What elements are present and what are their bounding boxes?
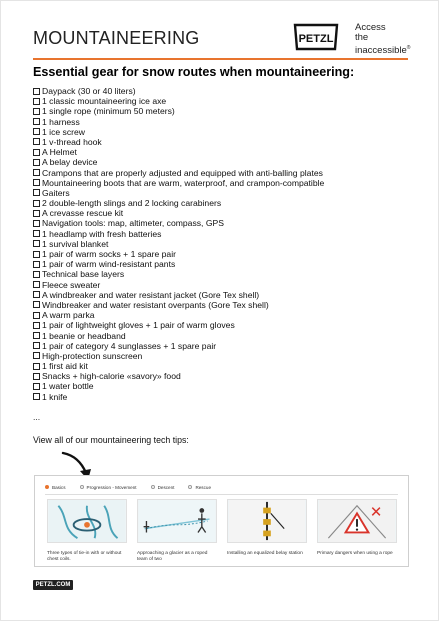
tips-tabs — [45, 482, 211, 492]
checklist-item-label: 1 harness — [42, 116, 80, 127]
checklist-item — [33, 229, 324, 239]
danger-warning-icon — [317, 499, 397, 543]
checkbox-icon[interactable] — [33, 332, 40, 339]
checkbox-icon[interactable] — [33, 383, 40, 390]
checklist-item-label: Mountaineering boots that are warm, waterproof, and crampon-compatible — [42, 177, 325, 188]
checkbox-icon[interactable] — [33, 118, 40, 125]
harness-tie-in-icon — [47, 499, 127, 543]
checkbox-icon[interactable] — [33, 169, 40, 176]
tagline-line — [355, 43, 410, 56]
tab-rescue[interactable] — [188, 485, 211, 490]
checklist-item-label: 2 double-length slings and 2 locking carabiners — [42, 198, 222, 209]
checklist-item — [33, 178, 324, 188]
checkbox-icon[interactable] — [33, 128, 40, 135]
tip-card[interactable] — [137, 499, 217, 563]
header-rule — [33, 58, 408, 60]
checklist-item-label: Daypack (30 or 40 liters) — [42, 86, 136, 96]
checkbox-icon[interactable] — [33, 240, 40, 247]
checklist-item-label: Gaiters — [42, 187, 70, 198]
tagline-line: the — [355, 32, 369, 43]
checklist-item-label: A belay device — [42, 157, 98, 168]
tip-card[interactable] — [317, 499, 397, 557]
checkbox-icon[interactable] — [33, 98, 40, 105]
checklist-item-label: A windbreaker and water resistant jacket (Gore Tex shell) — [42, 289, 260, 300]
checkbox-icon[interactable] — [33, 281, 40, 288]
checkbox-icon[interactable] — [33, 88, 40, 95]
checkbox-icon[interactable] — [33, 373, 40, 380]
checklist-item-label: Fleece sweater — [42, 279, 101, 290]
checkbox-icon[interactable] — [33, 210, 40, 217]
checklist-item-label: 1 v-thread hook — [42, 136, 102, 147]
checklist-item — [33, 351, 324, 361]
checklist-item — [33, 331, 324, 341]
tab-dot-icon — [188, 485, 192, 489]
tab-dot-icon — [151, 485, 155, 489]
checklist-item-label: 1 beanie or headband — [42, 330, 126, 341]
tip-caption: Installing an equalized belay station — [227, 551, 303, 556]
checklist-item — [33, 239, 324, 249]
checklist-item-label: 1 pair of category 4 sunglasses + 1 spare pair — [42, 340, 217, 351]
checklist-item — [33, 147, 324, 157]
checkbox-icon[interactable] — [33, 138, 40, 145]
checklist-item-label: Crampons that are properly adjusted and equipped with anti-balling plates — [42, 167, 323, 178]
checklist-item — [33, 341, 324, 351]
checkbox-icon[interactable] — [33, 363, 40, 370]
checklist-item — [33, 259, 324, 269]
checklist-item — [33, 218, 324, 228]
checkbox-icon[interactable] — [33, 220, 40, 227]
checklist-item-label: 1 pair of warm socks + 1 spare pair — [42, 249, 176, 259]
checkbox-icon[interactable] — [33, 179, 40, 186]
tip-caption: Primary dangers when using a rope — [317, 551, 393, 556]
tech-tips-preview[interactable] — [34, 475, 409, 567]
tab-basics[interactable] — [45, 485, 66, 490]
checklist-item — [33, 290, 324, 300]
section-heading: Essential gear for snow routes when mountaineering: — [33, 65, 355, 79]
checklist-item-label: 1 headlamp with fresh batteries — [42, 228, 162, 239]
checklist-item-label: 1 knife — [42, 391, 68, 402]
belay-station-icon — [227, 499, 307, 543]
checklist-item — [33, 392, 324, 402]
tech-tips-link[interactable]: View all of our mountaineering tech tips: — [33, 435, 189, 445]
petzl-logo[interactable] — [291, 23, 341, 51]
checkbox-icon[interactable] — [33, 271, 40, 278]
checkbox-icon[interactable] — [33, 200, 40, 207]
tip-card[interactable] — [227, 499, 307, 557]
logo-text: PETZL — [298, 33, 334, 45]
tab-label: Rescue — [195, 484, 212, 490]
checklist-item — [33, 106, 324, 116]
checkbox-icon[interactable] — [33, 342, 40, 349]
checklist-item — [33, 361, 324, 371]
checklist-item — [33, 371, 324, 381]
checklist-item-label: Technical base layers — [42, 269, 125, 280]
checklist-item — [33, 188, 324, 198]
checklist-item-label: 1 pair of lightweight gloves + 1 pair of warm gloves — [42, 320, 235, 331]
checklist-item — [33, 249, 324, 259]
checklist-item — [33, 269, 324, 279]
tab-dot-icon — [80, 485, 84, 489]
tab-dot-icon — [45, 485, 49, 489]
checkbox-icon[interactable] — [33, 108, 40, 115]
checklist-item-label: 1 pair of warm wind-resistant pants — [42, 259, 176, 270]
checklist-item-label: High-protection sunscreen — [42, 350, 143, 361]
checkbox-icon[interactable] — [33, 189, 40, 196]
checklist-item — [33, 381, 324, 391]
checkbox-icon[interactable] — [33, 291, 40, 298]
checkbox-icon[interactable] — [33, 322, 40, 329]
checklist-item — [33, 280, 324, 290]
checklist-item-label: A Helmet — [42, 147, 77, 158]
checklist-item — [33, 127, 324, 137]
tagline-line: Access — [355, 22, 386, 33]
checkbox-icon[interactable] — [33, 230, 40, 237]
page-title: MOUNTAINEERING — [33, 28, 200, 48]
tab-label: Descent — [157, 484, 175, 490]
tab-label: Progression - Movement — [86, 484, 137, 490]
checkbox-icon[interactable] — [33, 149, 40, 156]
checklist-item-label: 1 single rope (minimum 50 meters) — [42, 106, 175, 117]
checklist-item — [33, 96, 324, 106]
tip-caption: Three types of tie-in with or without chest coils. — [47, 551, 122, 562]
checklist-item — [33, 117, 324, 127]
checklist-item — [33, 86, 324, 96]
brand-tagline — [355, 23, 410, 56]
checklist-item — [33, 300, 324, 310]
tab-progression[interactable] — [80, 485, 137, 490]
page-header — [33, 21, 413, 55]
tip-card[interactable] — [47, 499, 127, 563]
checklist-item — [33, 157, 324, 167]
checklist-item-label: A crevasse rescue kit — [42, 208, 124, 219]
checklist-item-label: 1 survival blanket — [42, 238, 109, 249]
tip-caption: Approaching a glacier as a roped team of two — [137, 551, 208, 562]
petzl-site-link[interactable]: PETZL.COM — [33, 580, 73, 590]
tab-descent[interactable] — [151, 485, 175, 490]
gear-checklist — [33, 86, 324, 402]
checkbox-icon[interactable] — [33, 312, 40, 319]
checklist-item-label: 1 first aid kit — [42, 361, 88, 372]
checkbox-icon[interactable] — [33, 251, 40, 258]
checklist-item-label: A warm parka — [42, 310, 95, 321]
checklist-item — [33, 168, 324, 178]
checklist-item-label: Navigation tools: map, altimeter, compass, GPS — [42, 218, 224, 229]
checkbox-icon[interactable] — [33, 159, 40, 166]
checklist-item — [33, 198, 324, 208]
checkbox-icon[interactable] — [33, 352, 40, 359]
checklist-item — [33, 137, 324, 147]
roped-team-icon — [137, 499, 217, 543]
tagline-word: inaccessible — [355, 45, 407, 57]
checkbox-icon[interactable] — [33, 393, 40, 400]
checkbox-icon[interactable] — [33, 301, 40, 308]
checklist-item-label: Snacks + high-calorie «savory» food — [42, 371, 181, 382]
checklist-item — [33, 310, 324, 320]
tabs-divider — [45, 494, 398, 495]
registered-mark: ® — [406, 45, 411, 51]
list-ellipsis: ... — [33, 412, 41, 422]
checklist-item — [33, 208, 324, 218]
checklist-item — [33, 320, 324, 330]
checklist-item-label: 1 ice screw — [42, 126, 85, 137]
checklist-item-label: Windbreaker and water resistant overpants (Gore Tex shell) — [42, 299, 269, 310]
tab-label: Basics — [52, 484, 66, 490]
checklist-item-label: 1 classic mountaineering ice axe — [42, 96, 167, 107]
checklist-item-label: 1 water bottle — [42, 381, 94, 392]
checkbox-icon[interactable] — [33, 261, 40, 268]
